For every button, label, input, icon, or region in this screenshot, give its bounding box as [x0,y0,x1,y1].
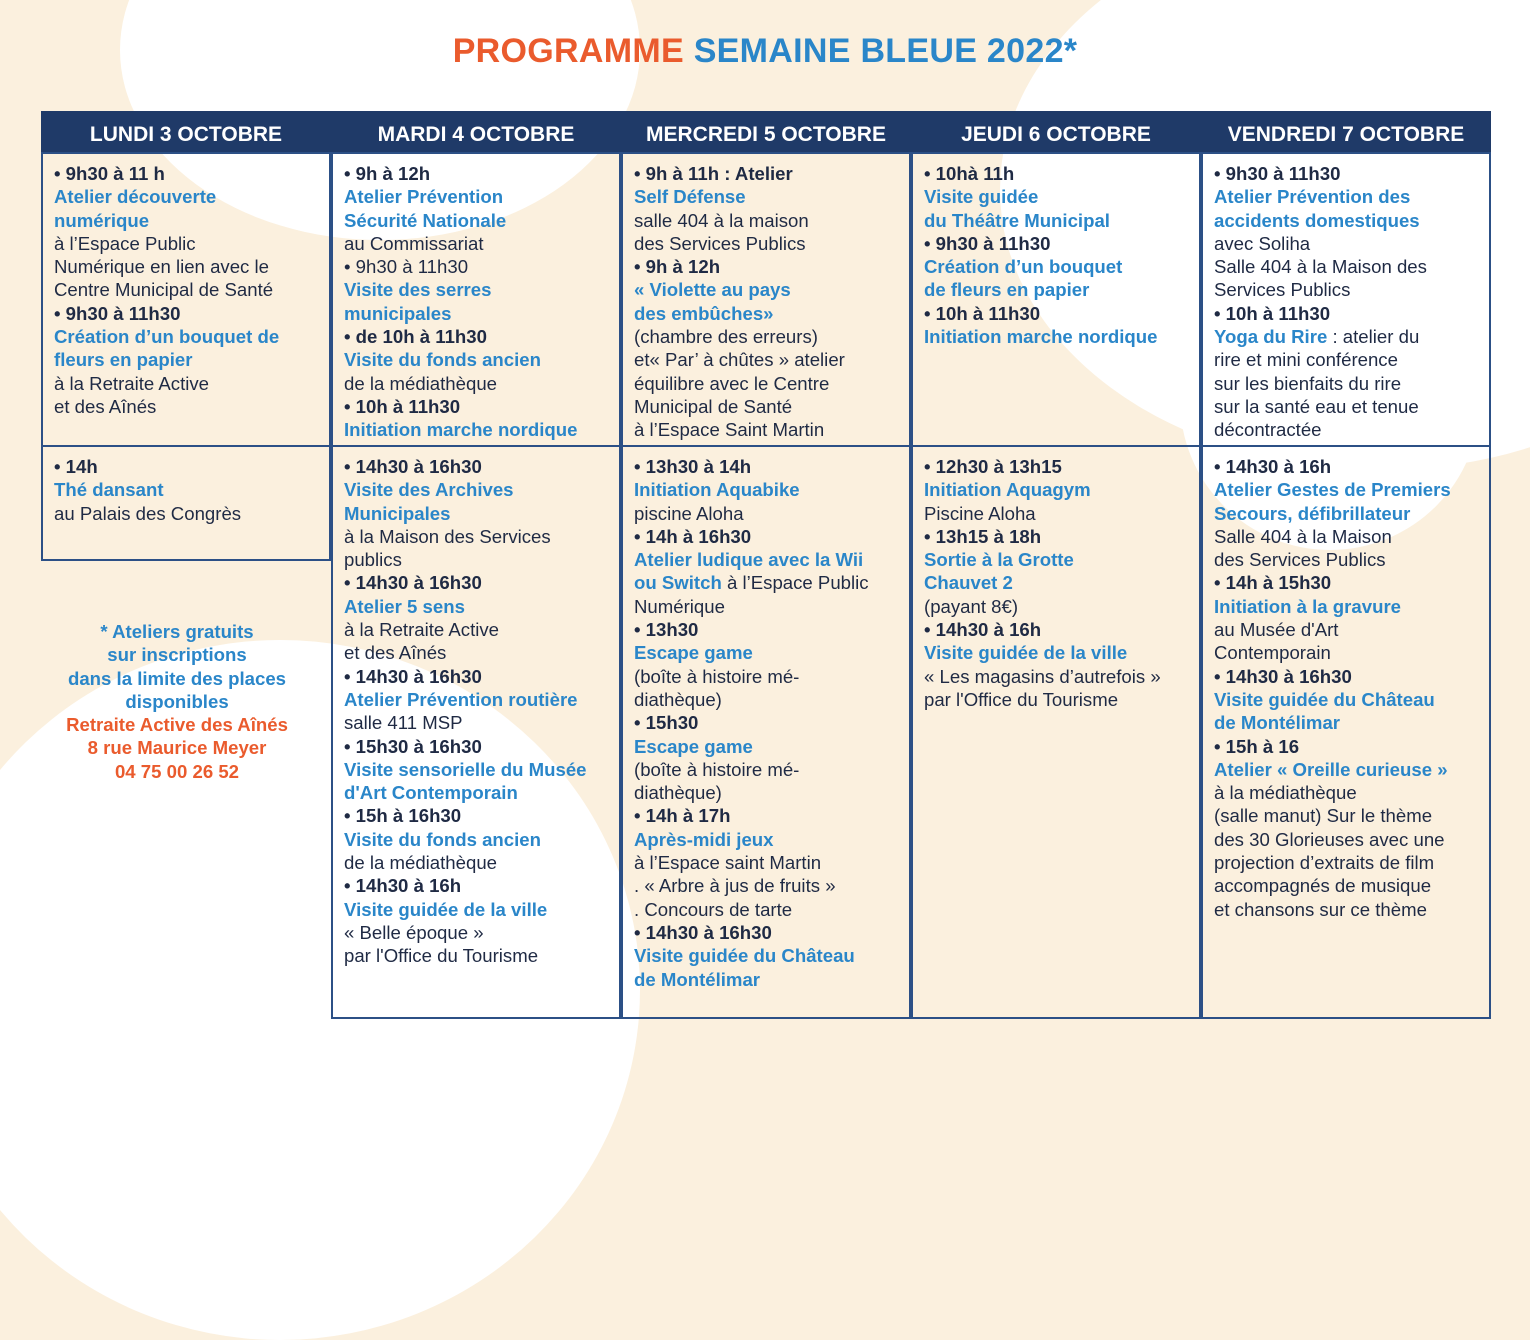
event-detail: (chambre des erreurs) [634,326,818,348]
event-title: Atelier découverte [54,186,217,208]
event-detail: au Palais des Congrès [54,502,242,524]
event-title: Secours, défibrillateur [1214,502,1411,524]
event-detail: « Les magasins d’autrefois » [924,665,1161,687]
event-time: • 10h à 11h30 [1214,302,1331,324]
afternoon-cell [41,445,331,561]
event-time: • 10h à 11h30 [344,395,461,417]
event-detail: Salle 404 à la Maison [1214,525,1392,547]
morning-cell [1201,152,1491,447]
event-detail: à l’Espace saint Martin [634,852,822,874]
event-title: de Montélimar [634,968,761,990]
event-title: Sécurité Nationale [344,209,507,231]
event-title: Atelier Gestes de Premiers [1214,479,1451,501]
afternoon-cell [621,445,911,1019]
event-detail: (payant 8€) [924,595,1019,617]
event-title: Création d’un bouquet [924,256,1123,278]
event-detail: Contemporain [1214,642,1331,664]
event-time: • 9h à 12h [634,256,721,278]
afternoon-cell [911,445,1201,1019]
event-title: Escape game [634,642,753,664]
event-time: • 10h à 11h30 [924,302,1041,324]
event-title: Visite guidée de la ville [924,642,1128,664]
note-line: sur inscriptions [107,644,247,666]
event-detail: publics [344,549,402,571]
event-detail: sur les bienfaits du rire [1214,372,1402,394]
event-detail: Numérique [634,595,725,617]
event-detail: et chansons sur ce thème [1214,898,1427,920]
event-detail: Centre Municipal de Santé [54,279,274,301]
event-detail: (boîte à histoire mé- [634,758,800,780]
day-header: JEUDI 6 OCTOBRE [911,111,1201,154]
event-time: • 9h à 11h : Atelier [634,163,793,184]
morning-cell [911,152,1201,447]
event-title: « Violette au pays [634,279,791,301]
event-detail: des Services Publics [634,232,806,254]
event-time: • 9h30 à 11 h [54,163,165,184]
contact-phone: 04 75 00 26 52 [114,760,240,782]
event-detail: accompagnés de musique [1214,875,1432,897]
event-title: Visite guidée du Château [634,945,855,967]
event-detail: de la médiathèque [344,372,497,394]
event-title: Atelier ludique avec la Wii [634,549,864,571]
event-detail: Salle 404 à la Maison des [1214,256,1427,278]
event-time: • 14h30 à 16h [1214,456,1332,477]
event-detail: . « Arbre à jus de fruits » [634,875,836,897]
contact-address-line: 8 rue Maurice Meyer [87,737,267,759]
event-title: Atelier Prévention routière [344,688,578,710]
afternoon-cell [1201,445,1491,1019]
event-title: Création d’un bouquet de [54,326,280,348]
event-detail: avec Soliha [1214,232,1311,254]
event-detail: Numérique en lien avec le [54,256,269,278]
event-title: Yoga du Rire [1214,326,1328,348]
event-title: Visite des serres [344,279,492,301]
event-title: accidents domestiques [1214,209,1420,231]
page-title [0,32,1530,71]
event-time: • 13h15 à 18h [924,525,1042,547]
event-detail: et« Par’ à chûtes » atelier [634,349,845,371]
event-title: Chauvet 2 [924,572,1013,594]
event-time: • 10hà 11h [924,163,1015,184]
day-header: LUNDI 3 OCTOBRE [41,111,331,154]
event-detail: (boîte à histoire mé- [634,665,800,687]
event-time: • 15h à 16 [1214,735,1300,757]
event-detail: diathèque) [634,688,722,710]
event-title: Atelier Prévention [344,186,504,208]
event-time: • 14h à 16h30 [634,525,752,547]
event-time: • 14h [54,456,98,477]
event-detail: . Concours de tarte [634,898,793,920]
event-detail: Piscine Aloha [924,502,1036,524]
event-title: municipales [344,302,452,324]
day-header: MARDI 4 OCTOBRE [331,111,621,154]
event-time: • 9h30 à 11h30 [1214,163,1341,184]
day-header: MERCREDI 5 OCTOBRE [621,111,911,154]
event-time: • 15h30 [634,712,699,734]
event-time: • 14h30 à 16h30 [344,665,482,687]
event-line [634,571,899,594]
event-detail: à l’Espace Saint Martin [634,419,825,441]
event-detail: par l'Office du Tourisme [924,688,1119,710]
event-detail: à l’Espace Public [721,572,869,594]
event-detail: rire et mini conférence [1214,349,1398,371]
event-detail: à la médiathèque [1214,782,1357,804]
event-detail: salle 411 MSP [344,712,463,734]
morning-cell [331,152,621,447]
event-detail: • 9h30 à 11h30 [344,256,469,278]
event-detail: à la Maison des Services [344,525,551,547]
event-title: de Montélimar [1214,712,1341,734]
event-detail: au Musée d'Art [1214,619,1339,641]
title-semaine-bleue: SEMAINE BLEUE 2022* [693,32,1078,70]
event-title: Initiation Aquagym [924,479,1091,501]
event-detail: par l'Office du Tourisme [344,945,539,967]
event-detail: « Belle époque » [344,921,484,943]
event-detail: des Services Publics [1214,549,1386,571]
event-title: d'Art Contemporain [344,782,518,804]
event-time: • 9h30 à 11h30 [54,302,181,324]
event-title: Sortie à la Grotte [924,549,1074,571]
event-time: • 12h30 à 13h15 [924,456,1062,477]
schedule-table [41,111,1491,1019]
event-detail: à l’Espace Public [54,232,196,254]
event-title: Atelier Prévention des [1214,186,1411,208]
event-detail: : atelier du [1327,326,1420,348]
event-detail: et des Aînés [54,395,157,417]
event-time: • 14h à 17h [634,805,731,827]
event-title: Escape game [634,735,753,757]
event-title: Visite guidée de la ville [344,898,548,920]
event-detail: Municipal de Santé [634,395,793,417]
note-line: disponibles [125,690,229,712]
event-time: • 9h30 à 11h30 [924,232,1051,254]
event-title: Atelier 5 sens [344,595,465,617]
event-title: des embûches» [634,302,774,324]
event-title: Visite du fonds ancien [344,828,541,850]
note-line: dans la limite des places [67,667,287,689]
event-title: ou Switch [634,572,722,594]
event-title: fleurs en papier [54,349,193,371]
event-detail: Services Publics [1214,279,1351,301]
event-title: Visite du fonds ancien [344,349,541,371]
event-title: Municipales [344,502,451,524]
event-detail: au Commissariat [344,232,484,254]
event-detail: (salle manut) Sur le thème [1214,805,1433,827]
afternoon-cell [331,445,621,1019]
event-time: • 14h à 15h30 [1214,572,1332,594]
event-time: • 14h30 à 16h30 [1214,665,1352,687]
contact-address-line: Retraite Active des Aînés [66,714,288,736]
event-detail: et des Aînés [344,642,447,664]
event-time: • 13h30 [634,619,699,641]
event-line [1214,325,1479,348]
event-time: • de 10h à 11h30 [344,326,487,348]
event-time: • 14h30 à 16h30 [344,572,482,594]
morning-cell [621,152,911,447]
event-detail: équilibre avec le Centre [634,372,830,394]
event-time: • 14h30 à 16h [924,619,1042,641]
event-time: • 14h30 à 16h30 [634,921,772,943]
event-title: Atelier « Oreille curieuse » [1214,758,1448,780]
event-title: Visite guidée [924,186,1039,208]
event-detail: décontractée [1214,419,1322,441]
event-title: Visite des Archives [344,479,514,501]
event-title: Initiation à la gravure [1214,595,1402,617]
event-detail: à la Retraite Active [344,619,500,641]
event-title: du Théâtre Municipal [924,209,1110,231]
note-line: * Ateliers gratuits [100,621,254,642]
event-detail: à la Retraite Active [54,372,210,394]
event-title: numérique [54,209,150,231]
event-detail: sur la santé eau et tenue [1214,395,1419,417]
event-detail: diathèque) [634,782,722,804]
event-title: Initiation marche nordique [344,419,578,441]
event-time: • 14h30 à 16h [344,875,462,897]
event-title: de fleurs en papier [924,279,1090,301]
event-detail: piscine Aloha [634,502,744,524]
event-detail: salle 404 à la maison [634,209,809,231]
event-detail: de la médiathèque [344,852,497,874]
event-title: Visite sensorielle du Musée [344,758,587,780]
day-header: VENDREDI 7 OCTOBRE [1201,111,1491,154]
event-title: Visite guidée du Château [1214,688,1435,710]
event-title: Self Défense [634,186,746,208]
morning-cell [41,152,331,447]
event-time: • 15h30 à 16h30 [344,735,482,757]
event-title: Thé dansant [54,479,164,501]
event-title: Après-midi jeux [634,828,774,850]
event-time: • 14h30 à 16h30 [344,456,482,477]
event-time: • 13h30 à 14h [634,456,752,477]
event-time: • 9h à 12h [344,163,431,184]
event-title: Initiation Aquabike [634,479,800,501]
title-programme: PROGRAMME [452,32,684,70]
event-detail: projection d’extraits de film [1214,852,1435,874]
event-detail: des 30 Glorieuses avec une [1214,828,1445,850]
registration-note [41,620,313,783]
event-title: Initiation marche nordique [924,326,1158,348]
event-time: • 15h à 16h30 [344,805,462,827]
